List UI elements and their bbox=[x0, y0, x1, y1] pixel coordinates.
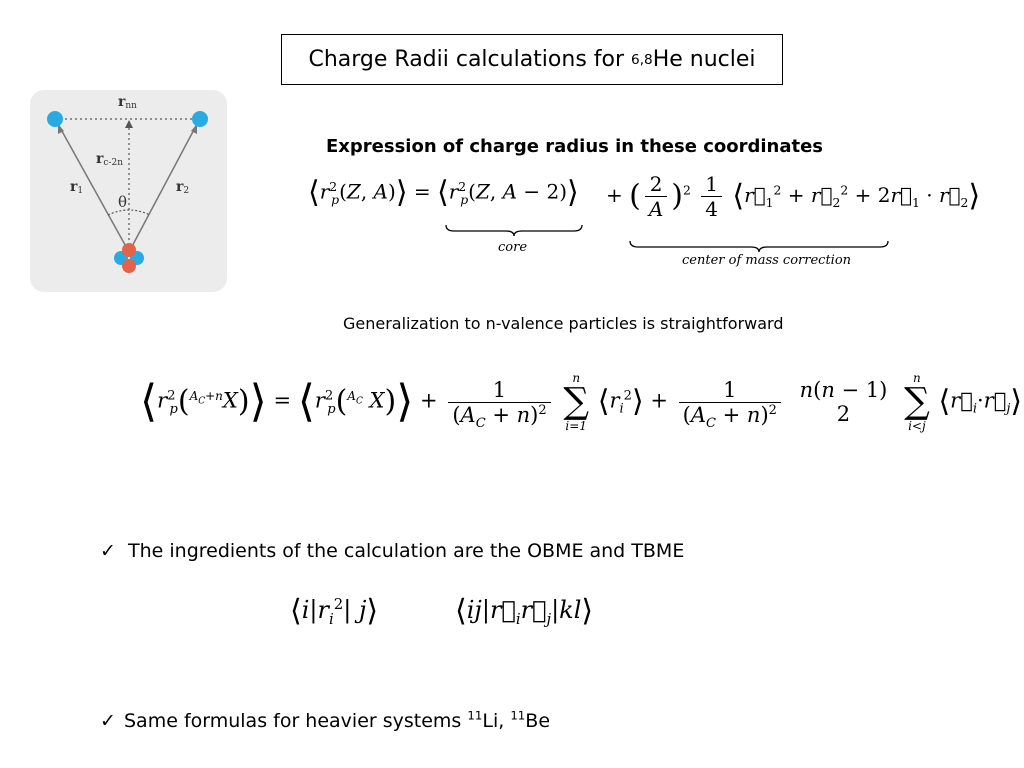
three-body-diagram bbox=[30, 90, 227, 292]
bullet-text: The ingredients of the calculation are the OBME and TBME bbox=[128, 540, 685, 562]
title-prefix: Charge Radii calculations for bbox=[308, 47, 625, 72]
label-r2: r2 bbox=[176, 179, 190, 196]
label-r1: r1 bbox=[70, 179, 84, 196]
core-proton-top bbox=[122, 243, 136, 257]
underbrace-cm-label: center of mass correction bbox=[682, 253, 852, 268]
equation-generalized: $⟨r^2_p(^{A_C+n}X)⟩$ = $⟨r^2_p(^{A_C}$ X)⟩ + $\frac{1}{(A_C + n)^2}$ n ∑ i=1 $⟨r_i^2⟩$ + $\frac{1}{(A_C + n)^2}$ n(n − 1) 2 n ∑ i<j $⟨r⃗_i\cdot r⃗_j⟩$ bbox=[140, 371, 1023, 433]
core-proton-bottom bbox=[122, 259, 136, 273]
obme-expression: $⟨i|r_i^2|$ j⟩ bbox=[290, 593, 379, 629]
label-rnn: rnn bbox=[118, 94, 137, 111]
generalization-text: Generalization to n-valence particles is straightforward bbox=[343, 314, 784, 333]
equation-charge-radius: $⟨r^2_p(Z$, A)⟩ = $⟨r^2_p(Z$, A − 2)⟩ bbox=[308, 175, 579, 210]
bullet-heavier-systems: ✓ Same formulas for heavier systems $^{11}$Li, $^{11}$Be bbox=[100, 708, 551, 732]
diagram-svg bbox=[30, 90, 227, 292]
title-suffix: He nuclei bbox=[652, 47, 756, 72]
subtitle: Expression of charge radius in these coordinates bbox=[326, 136, 824, 157]
underbrace-core bbox=[444, 222, 584, 236]
check-icon: ✓ bbox=[100, 540, 116, 562]
check-icon: ✓ bbox=[100, 710, 116, 732]
equation-cm-correction: + ( $\frac{2}{A}$ )$^2$ $\frac{1}{4}$ $⟨r⃗_1^2$ + $r⃗_2^2$ + $2r⃗_1$ · $r⃗_2⟩$ bbox=[606, 172, 981, 221]
label-theta: θ bbox=[118, 193, 128, 211]
underbrace-cm bbox=[628, 238, 890, 252]
tbme-expression: $⟨ij|r⃗_ir⃗_j|kl⟩$ bbox=[455, 593, 594, 629]
underbrace-core-label: core bbox=[498, 240, 528, 255]
neutron-1 bbox=[47, 111, 63, 127]
bullet-ingredients bbox=[100, 540, 684, 562]
slide-title: Charge Radii calculations for 6,8 He nuclei bbox=[281, 34, 783, 85]
label-rc2n: rc-2n bbox=[96, 151, 123, 168]
neutron-2 bbox=[192, 111, 208, 127]
